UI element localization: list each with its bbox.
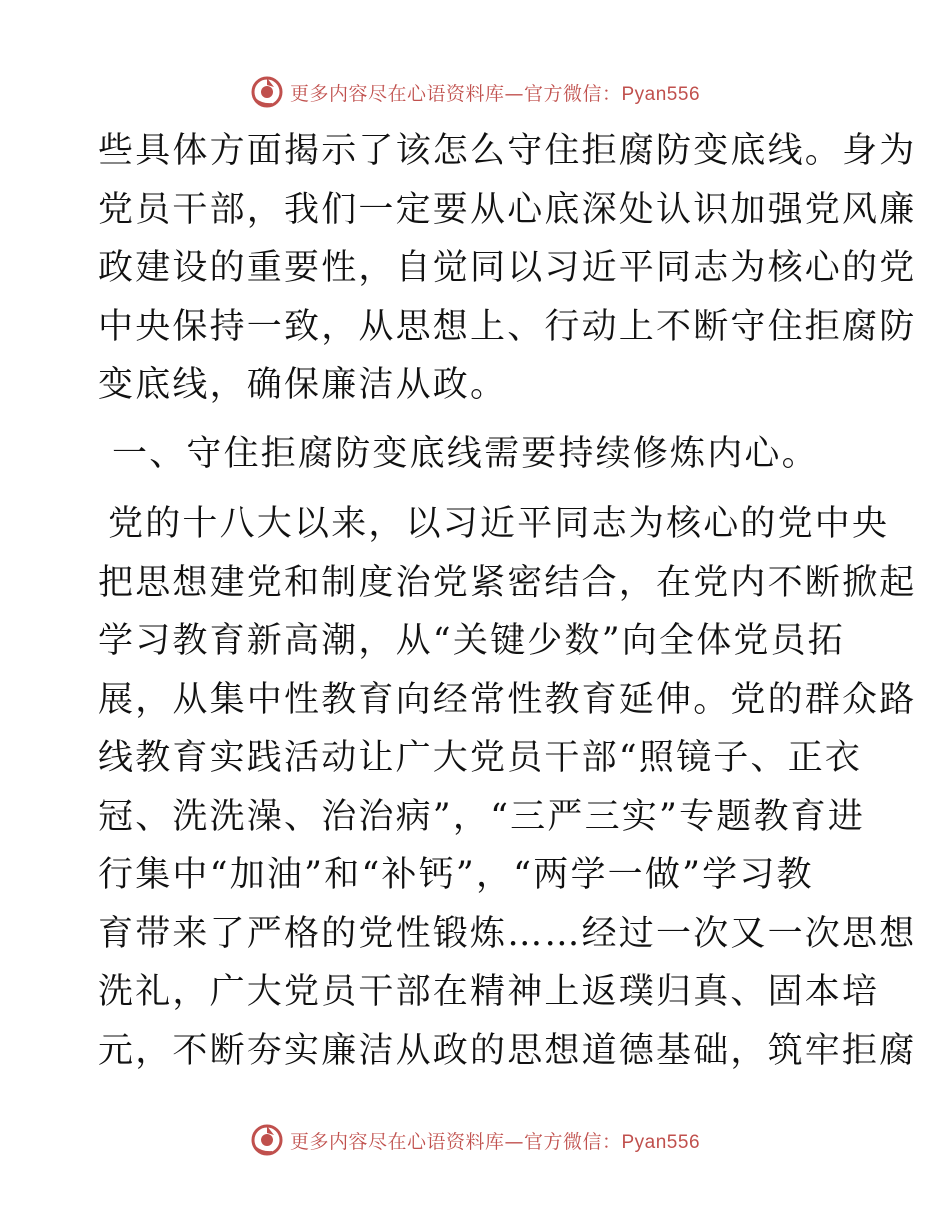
text-line: 行集中“加油”和“补钙”，“两学一做”学习教	[98, 855, 814, 895]
text-line: 中央保持一致，从思想上、行动上不断守住拒腐防	[98, 306, 917, 347]
footer-watermark	[0, 1120, 950, 1160]
watermark-contact-id: Pyan556	[621, 1131, 701, 1153]
text-line: 育带来了严格的党性锻炼……经过一次又一次思想	[98, 913, 917, 954]
text-line: 洗礼，广大党员干部在精神上返璞归真、固本培	[98, 972, 880, 1012]
text-line: 把思想建党和制度治党紧密结合，在党内不断掀起	[98, 562, 917, 603]
watermark-separator: —	[504, 1130, 524, 1153]
watermark-text	[290, 79, 700, 106]
logo-icon	[250, 1123, 284, 1157]
paragraph-2	[98, 495, 917, 1080]
watermark-contact-label: 官方微信：	[523, 1130, 622, 1153]
text-line: 党的十八大以来，以习近平同志为核心的党中央	[108, 504, 890, 544]
text-line: 学习教育新高潮，从“关键少数”向全体党员拓	[98, 621, 845, 661]
header-watermark	[0, 72, 950, 112]
watermark-site-text: 更多内容尽在心语资料库	[289, 1130, 505, 1153]
watermark-separator: —	[504, 82, 524, 105]
logo-icon	[250, 75, 284, 109]
paragraph-1	[98, 122, 917, 415]
section-heading: 一、守住拒腐防变底线需要持续修炼内心。	[112, 433, 819, 474]
text-line: 线教育实践活动让广大党员干部“照镜子、正衣	[98, 738, 863, 778]
watermark-contact-label: 官方微信：	[523, 82, 622, 105]
watermark-text	[290, 1127, 700, 1154]
text-line: 冠、洗洗澡、治治病”，“三严三实”专题教育进	[98, 796, 866, 837]
text-line: 展，从集中性教育向经常性教育延伸。党的群众路	[98, 679, 917, 720]
text-line: 政建设的重要性，自觉同以习近平同志为核心的党	[98, 248, 917, 288]
document-body	[98, 122, 917, 1080]
text-line: 些具体方面揭示了该怎么守住拒腐防变底线。身为	[98, 131, 917, 171]
text-line: 元，不断夯实廉洁从政的思想道德基础，筑牢拒腐	[98, 1030, 917, 1071]
watermark-contact-id: Pyan556	[621, 83, 701, 105]
text-line: 变底线，确保廉洁从政。	[98, 365, 508, 405]
watermark-site-text: 更多内容尽在心语资料库	[289, 82, 505, 105]
text-line: 党员干部，我们一定要从心底深处认识加强党风廉	[98, 189, 917, 230]
